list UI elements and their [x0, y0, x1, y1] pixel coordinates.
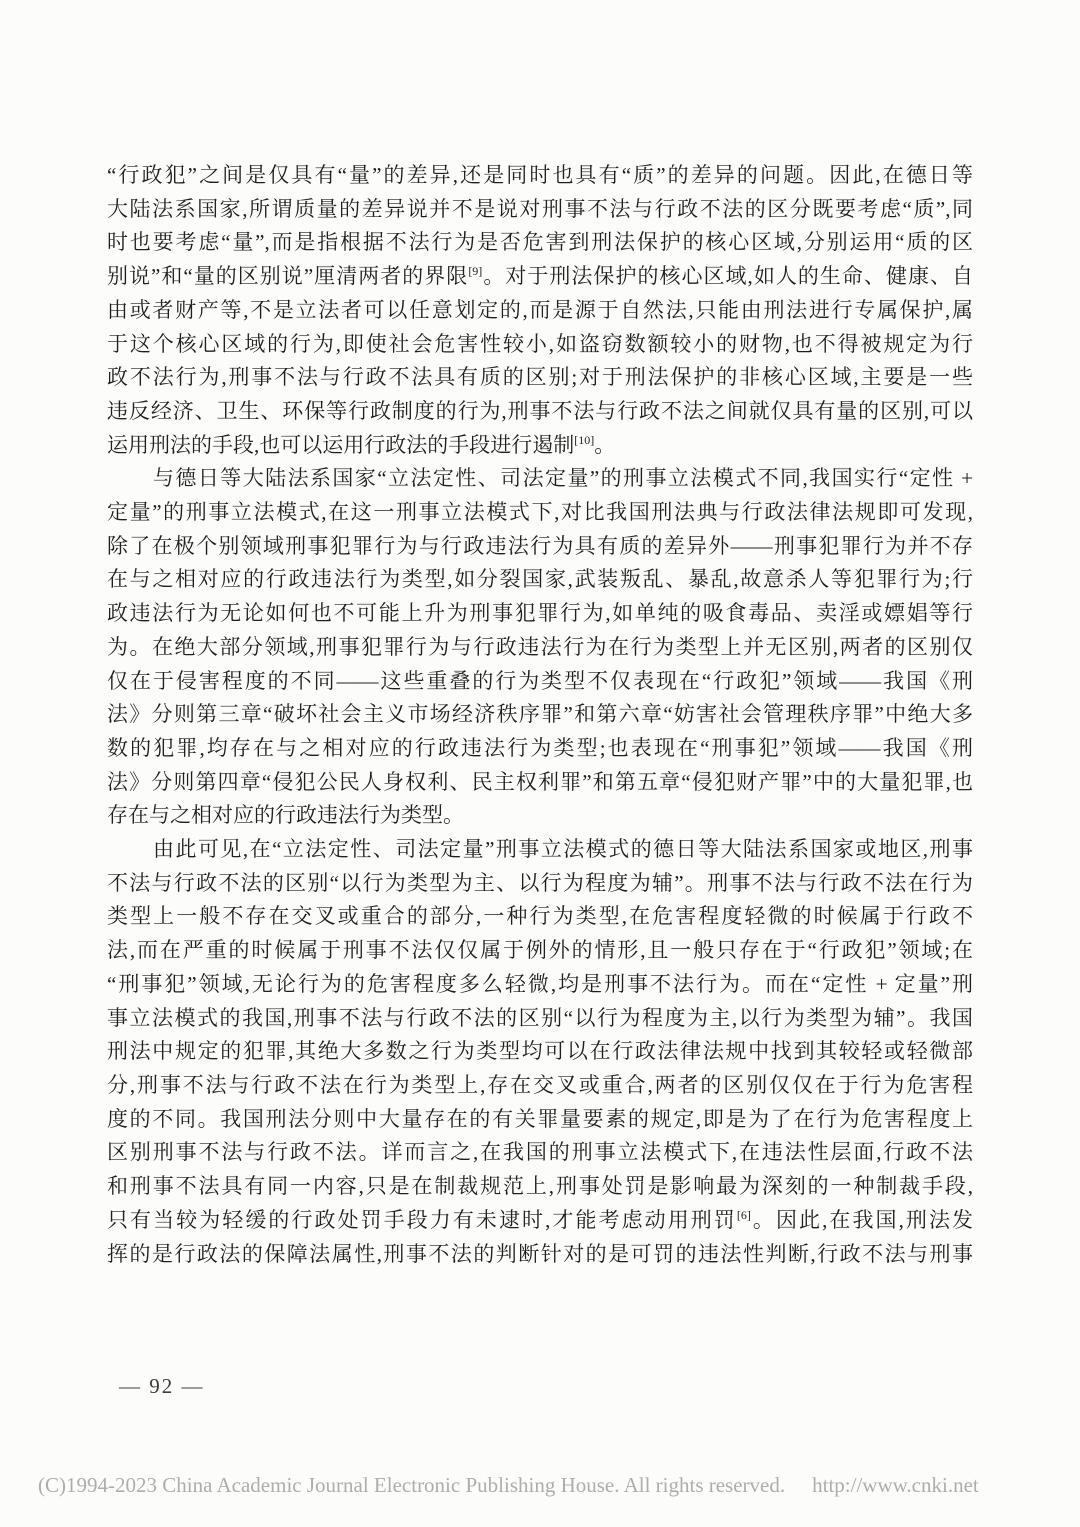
body-text-line-13: 在与之相对应的行政违法行为类型,如分裂国家,武装叛乱、暴乱,故意杀人等犯罪行为;行	[107, 567, 973, 592]
body-text-line-26: 事立法模式的我国,刑事不法与行政不法的区别“以行为程度为主,以行为类型为辅”。我国	[107, 1005, 973, 1030]
body-text-line-19: 法》分则第四章“侵犯公民人身权利、民主权利罪”和第五章“侵犯财产罪”中的大量犯罪,也	[107, 769, 973, 794]
body-text-line-10: 与德日等大陆法系国家“立法定性、司法定量”的刑事立法模式不同,我国实行“定性 +	[153, 466, 973, 491]
body-text-line-28: 分,刑事不法与行政不法在行为类型上,存在交叉或重合,两者的区别仅仅在于行为危害程	[107, 1072, 973, 1097]
body-text-line-9: 运用刑法的手段,也可以运用行政法的手段进行遏制[10]。	[107, 432, 616, 457]
body-text-line-33: 挥的是行政法的保障法属性,刑事不法的判断针对的是可罚的违法性判断,行政不法与刑事	[107, 1241, 973, 1266]
body-text-line-2: 大陆法系国家,所谓质量的差异说并不是说对刑事不法与行政不法的区分既要考虑“质”,同	[107, 196, 973, 221]
body-text-line-4: 别说”和“量的区别说”厘清两者的界限[9]。对于刑法保护的核心区域,如人的生命、健康、自	[107, 264, 973, 289]
body-text-line-22: 不法与行政不法的区别“以行为类型为主、以行为程度为辅”。刑事不法与行政不法在行为	[107, 870, 973, 895]
body-text-line-20: 存在与之相对应的行政违法行为类型。	[107, 803, 464, 828]
body-text-line-30: 区别刑事不法与行政不法。详而言之,在我国的刑事立法模式下,在违法性层面,行政不法	[107, 1140, 973, 1165]
body-text-line-21: 由此可见,在“立法定性、司法定量”刑事立法模式的德日等大陆法系国家或地区,刑事	[153, 837, 973, 862]
body-text-line-11: 定量”的刑事立法模式,在这一刑事立法模式下,对比我国刑法典与行政法律法规即可发现,	[107, 500, 973, 525]
body-text-line-17: 法》分则第三章“破坏社会主义市场经济秩序罪”和第六章“妨害社会管理秩序罪”中绝大多	[107, 702, 973, 727]
body-text-line-23: 类型上一般不存在交叉或重合的部分,一种行为类型,在危害程度轻微的时候属于行政不	[107, 904, 973, 929]
body-text-line-29: 度的不同。我国刑法分则中大量存在的有关罪量要素的规定,即是为了在行为危害程度上	[107, 1106, 973, 1131]
footnote-ref: [6]	[736, 1207, 751, 1222]
body-text-line-14: 政违法行为无论如何也不可能上升为刑事犯罪行为,如单纯的吸食毒品、卖淫或嫖娼等行	[107, 601, 973, 626]
footer-copyright-bar	[38, 1473, 979, 1498]
body-text-line-3: 时也要考虑“量”,而是指根据不法行为是否危害到刑法保护的核心区域,分别运用“质的区	[107, 230, 973, 255]
body-text-line-7: 政不法行为,刑事不法与行政不法具有质的区别;对于刑法保护的非核心区域,主要是一些	[107, 365, 973, 390]
body-text-line-16: 仅在于侵害程度的不同——这些重叠的行为类型不仅表现在“行政犯”领域——我国《刑	[107, 668, 973, 693]
footnote-ref: [10]	[574, 432, 595, 447]
article-body	[107, 159, 973, 1271]
body-text-line-24: 法,而在严重的时候属于刑事不法仅仅属于例外的情形,且一般只存在于“行政犯”领域;在	[107, 938, 973, 963]
body-text-line-32: 只有当较为轻缓的行政处罚手段力有未逮时,才能考虑动用刑罚[6]。因此,在我国,刑法发	[107, 1207, 974, 1232]
body-text-line-25: “刑事犯”领域,无论行为的危害程度多么轻微,均是刑事不法行为。而在“定性 + 定量”刑	[107, 971, 973, 996]
body-text-line-18: 数的犯罪,均存在与之相对应的行政违法行为类型;也表现在“刑事犯”领域——我国《刑	[107, 735, 973, 760]
body-text-line-6: 于这个核心区域的行为,即使社会危害性较小,如盗窃数额较小的财物,也不得被规定为行	[107, 331, 973, 356]
body-text-line-8: 违反经济、卫生、环保等行政制度的行为,刑事不法与行政不法之间就仅具有量的区别,可以	[107, 398, 973, 423]
copyright-notice: (C)1994-2023 China Academic Journal Electronic Publishing House. All rights reserved.	[38, 1473, 786, 1497]
body-text-line-1: “行政犯”之间是仅具有“量”的差异,还是同时也具有“质”的差异的问题。因此,在德日等	[107, 163, 973, 187]
footnote-ref: [9]	[468, 264, 483, 279]
cnki-url: http://www.cnki.net	[812, 1473, 979, 1497]
body-text-line-27: 刑法中规定的犯罪,其绝大多数之行为类型均可以在行政法律法规中找到其较轻或轻微部	[107, 1039, 973, 1064]
body-text-line-5: 由或者财产等,不是立法者可以任意划定的,而是源于自然法,只能由刑法进行专属保护,属	[107, 297, 973, 322]
body-text-line-15: 为。在绝大部分领域,刑事犯罪行为与行政违法行为在行为类型上并无区别,两者的区别仅	[107, 634, 973, 659]
body-text-line-12: 除了在极个别领域刑事犯罪行为与行政违法行为具有质的差异外——刑事犯罪行为并不存	[107, 533, 973, 558]
page-number: — 92 —	[119, 1374, 205, 1398]
body-text-line-31: 和刑事不法具有同一内容,只是在制裁规范上,刑事处罚是影响最为深刻的一种制裁手段,	[107, 1174, 973, 1199]
